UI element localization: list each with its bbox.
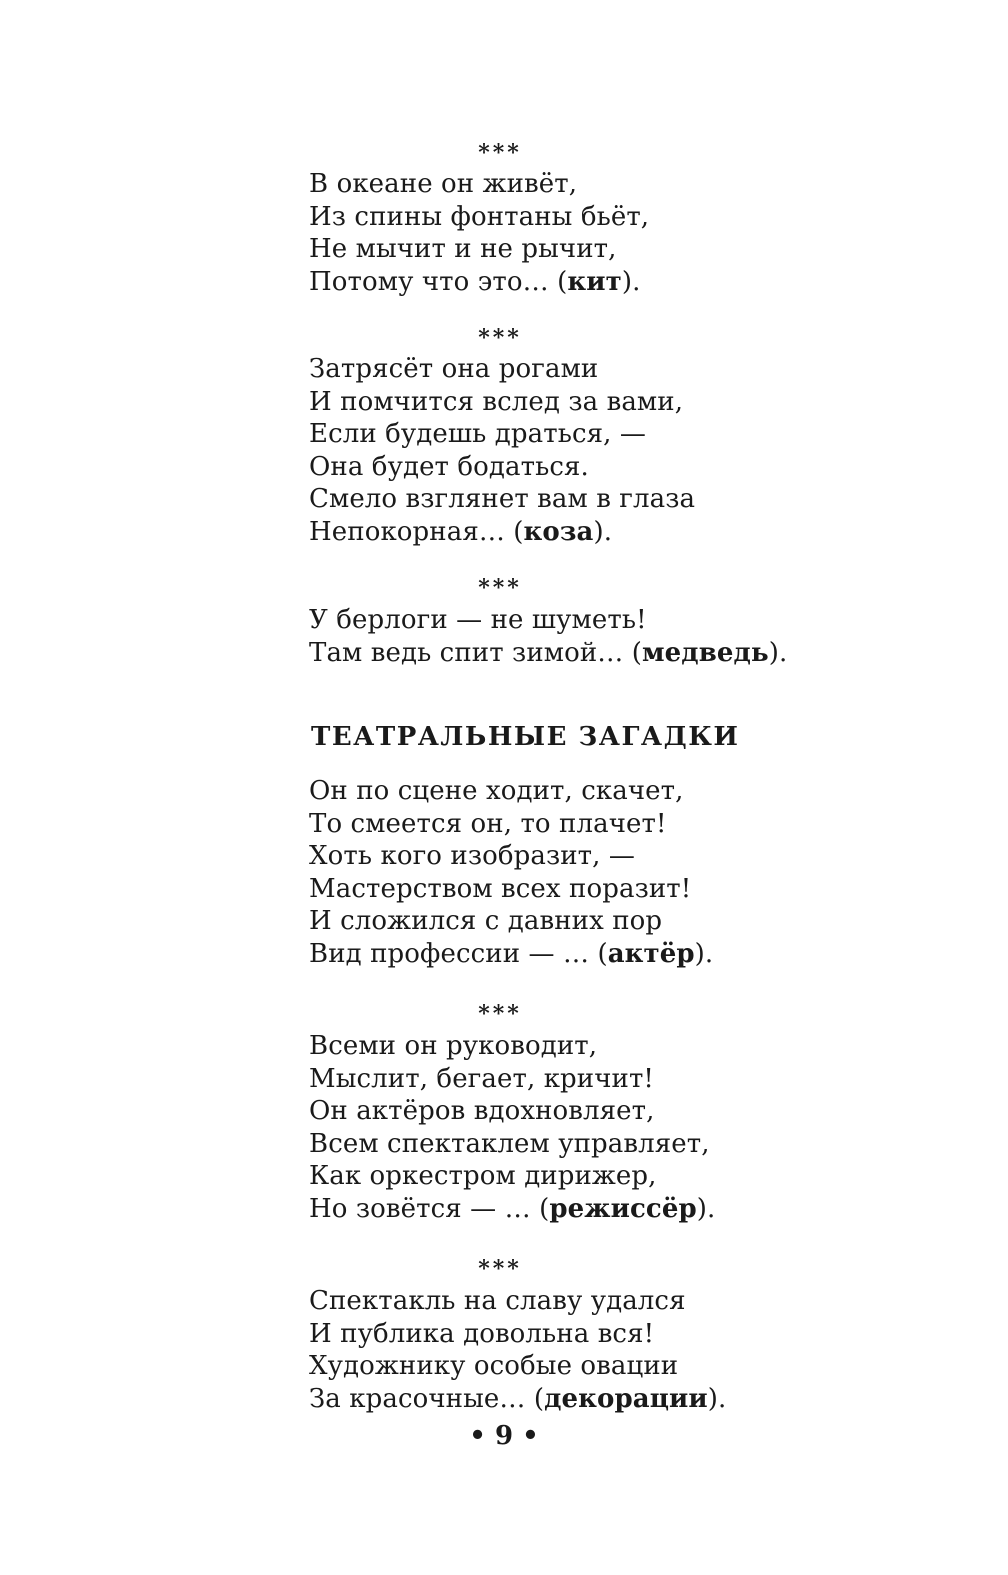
riddle-answer: актёр bbox=[607, 938, 695, 969]
riddle-answer: режиссёр bbox=[549, 1193, 697, 1224]
riddle-actor bbox=[309, 775, 869, 970]
riddle-answer-line bbox=[309, 938, 869, 971]
answer-prefix: Потому что это… ( bbox=[309, 266, 568, 297]
riddle-line: Всем спектаклем управляет, bbox=[309, 1128, 710, 1159]
answer-prefix: Но зовётся — … ( bbox=[309, 1193, 550, 1224]
riddle-answer-line bbox=[309, 1193, 869, 1226]
riddle-line: Как оркестром дирижер, bbox=[309, 1161, 657, 1191]
riddle-line: Не мычит и не рычит, bbox=[309, 234, 617, 264]
riddle-line: Хоть кого изобразит, — bbox=[309, 841, 635, 871]
answer-prefix: Там ведь спит зимой… ( bbox=[309, 637, 642, 668]
riddle-line: То смеется он, то плачет! bbox=[309, 808, 667, 839]
riddle-line: Мастерством всех поразит! bbox=[309, 873, 692, 904]
riddle-goat bbox=[309, 353, 869, 548]
section-title: ТЕАТРАЛЬНЫЕ ЗАГАДКИ bbox=[311, 722, 740, 752]
riddle-line: В океане он живёт, bbox=[309, 169, 578, 199]
section-separator: *** bbox=[478, 325, 522, 351]
section-separator: *** bbox=[478, 1001, 522, 1027]
riddle-answer: медведь bbox=[641, 637, 769, 668]
riddle-line: Он по сцене ходит, скачет, bbox=[309, 776, 684, 806]
riddle-line: Художнику особые овации bbox=[309, 1351, 679, 1381]
riddle-answer: кит bbox=[567, 266, 622, 297]
riddle-line: Она будет бодаться. bbox=[309, 451, 589, 482]
riddle-answer-line bbox=[309, 266, 869, 299]
answer-suffix: ). bbox=[696, 1193, 716, 1224]
riddle-answer-line bbox=[309, 1383, 869, 1416]
riddle-bear bbox=[309, 604, 869, 669]
riddle-answer-line bbox=[309, 516, 869, 549]
riddle-answer: коза bbox=[523, 516, 594, 547]
riddle-line: Если будешь драться, — bbox=[309, 419, 646, 449]
riddle-director bbox=[309, 1030, 869, 1225]
answer-suffix: ). bbox=[694, 938, 714, 969]
riddle-whale bbox=[309, 168, 869, 298]
answer-suffix: ). bbox=[768, 637, 788, 668]
answer-prefix: За красочные… ( bbox=[309, 1383, 545, 1414]
riddle-line: Он актёров вдохновляет, bbox=[309, 1096, 655, 1126]
riddle-answer: декорации bbox=[544, 1383, 708, 1414]
riddle-line: И публика довольна вся! bbox=[309, 1318, 655, 1349]
riddle-answer-line bbox=[309, 637, 869, 670]
section-separator: *** bbox=[478, 140, 522, 166]
riddle-line: И сложился с давних пор bbox=[309, 906, 663, 936]
riddle-line: Всеми он руководит, bbox=[309, 1031, 598, 1061]
answer-suffix: ). bbox=[593, 516, 613, 547]
riddle-scenery bbox=[309, 1285, 869, 1415]
riddle-line: Спектакль на славу удался bbox=[309, 1286, 686, 1316]
answer-suffix: ). bbox=[707, 1383, 727, 1414]
answer-prefix: Вид профессии — … ( bbox=[309, 938, 608, 969]
answer-suffix: ). bbox=[621, 266, 641, 297]
riddle-line: Смело взглянет вам в глаза bbox=[309, 484, 696, 514]
section-separator: *** bbox=[478, 1256, 522, 1282]
riddle-line: Затрясёт она рогами bbox=[309, 354, 599, 384]
page-number: • 9 • bbox=[469, 1421, 539, 1451]
riddle-line: Мыслит, бегает, кричит! bbox=[309, 1063, 654, 1094]
section-separator: *** bbox=[478, 575, 522, 601]
riddle-line: И помчится вслед за вами, bbox=[309, 386, 684, 417]
riddle-line: У берлоги — не шуметь! bbox=[309, 605, 647, 635]
answer-prefix: Непокорная… ( bbox=[309, 516, 524, 547]
riddle-line: Из спины фонтаны бьёт, bbox=[309, 201, 650, 232]
